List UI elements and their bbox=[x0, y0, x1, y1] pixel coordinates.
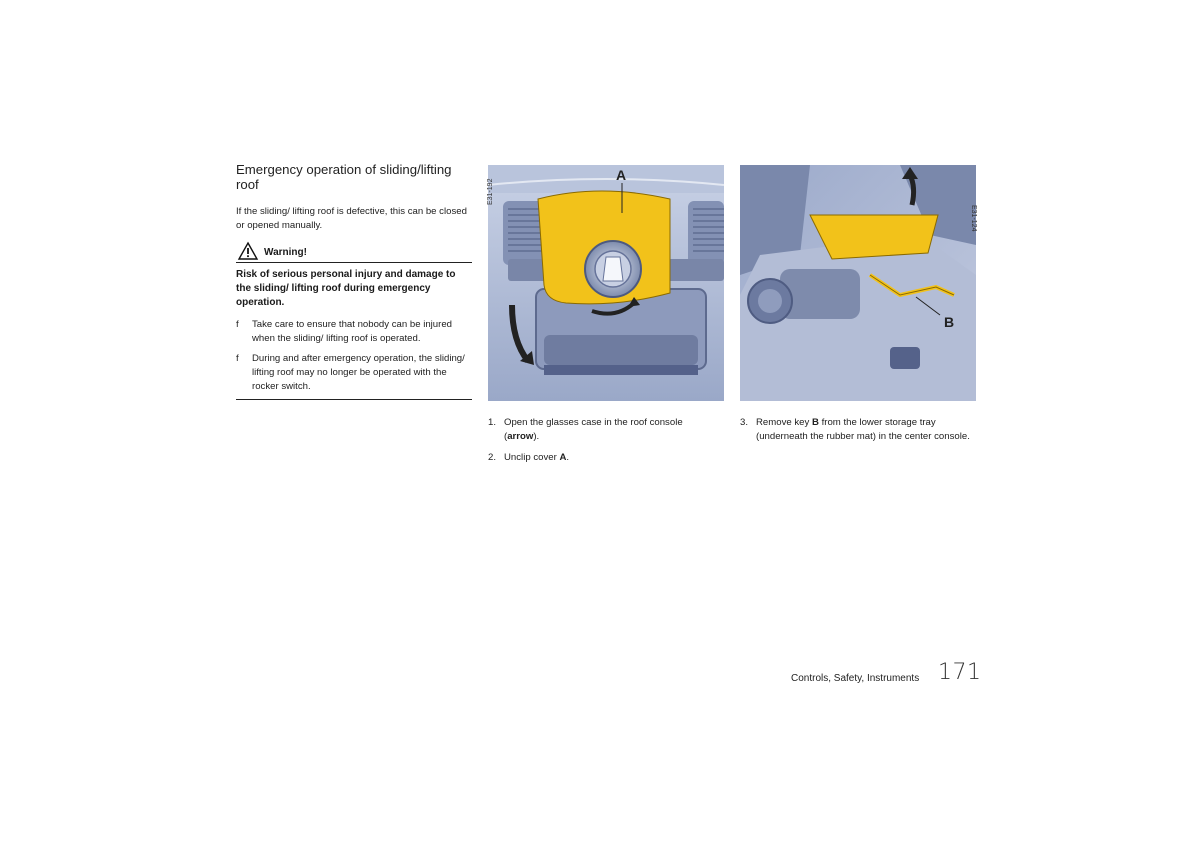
step-emphasis: B bbox=[811, 417, 819, 428]
figure-code: E31-124 bbox=[970, 205, 977, 232]
intro-paragraph: If the sliding/ lifting roof is defective, this can be closed or opened manually. bbox=[236, 206, 467, 231]
step-text-end: ). bbox=[533, 431, 540, 442]
step-text-end: . bbox=[566, 452, 570, 463]
step-number: 2. bbox=[488, 452, 497, 463]
warning-header bbox=[236, 242, 472, 263]
step-text: Open the glasses case in the roof console ( bbox=[504, 417, 683, 442]
warning-label: Warning! bbox=[264, 247, 307, 258]
step-number: 3. bbox=[740, 417, 749, 428]
bullet-text: During and after emergency operation, the sliding/ lifting roof may no longer be operated with the rocker switch. bbox=[252, 353, 465, 392]
section-title: Emergency operation of sliding/lifting roof bbox=[236, 162, 452, 192]
list-item bbox=[488, 451, 720, 465]
list-item bbox=[236, 318, 474, 346]
center-console-illustration bbox=[740, 165, 976, 401]
step-emphasis: A bbox=[559, 452, 567, 463]
step-text: Remove key bbox=[756, 417, 812, 428]
steps-list-2 bbox=[740, 416, 978, 451]
roof-console-illustration bbox=[488, 165, 724, 401]
callout-a: A bbox=[616, 167, 627, 183]
bullet-mark: f bbox=[236, 319, 239, 330]
steps-list-1 bbox=[488, 416, 720, 472]
section-divider bbox=[236, 399, 472, 400]
warning-text: Risk of serious personal injury and damage to the sliding/ lifting roof during emergency operation. bbox=[236, 269, 456, 308]
step-text-end: from the lower storage tray (underneath the rubber mat) in the center console. bbox=[756, 417, 970, 442]
list-item bbox=[236, 352, 474, 394]
list-item bbox=[740, 416, 978, 444]
figure-code: E31-192 bbox=[487, 178, 494, 205]
list-item bbox=[488, 416, 720, 444]
footer-section-name: Controls, Safety, Instruments bbox=[791, 673, 920, 684]
callout-b: B bbox=[944, 314, 955, 330]
page-number: 171 bbox=[938, 660, 982, 685]
warning-bullets bbox=[236, 318, 474, 400]
step-number: 1. bbox=[488, 417, 497, 428]
warning-triangle-icon bbox=[238, 242, 258, 260]
step-emphasis: arrow bbox=[507, 431, 534, 442]
bullet-text: Take care to ensure that nobody can be injured when the sliding/ lifting roof is operated. bbox=[252, 319, 453, 344]
step-text: Unclip cover bbox=[504, 452, 560, 463]
bullet-mark: f bbox=[236, 353, 239, 364]
